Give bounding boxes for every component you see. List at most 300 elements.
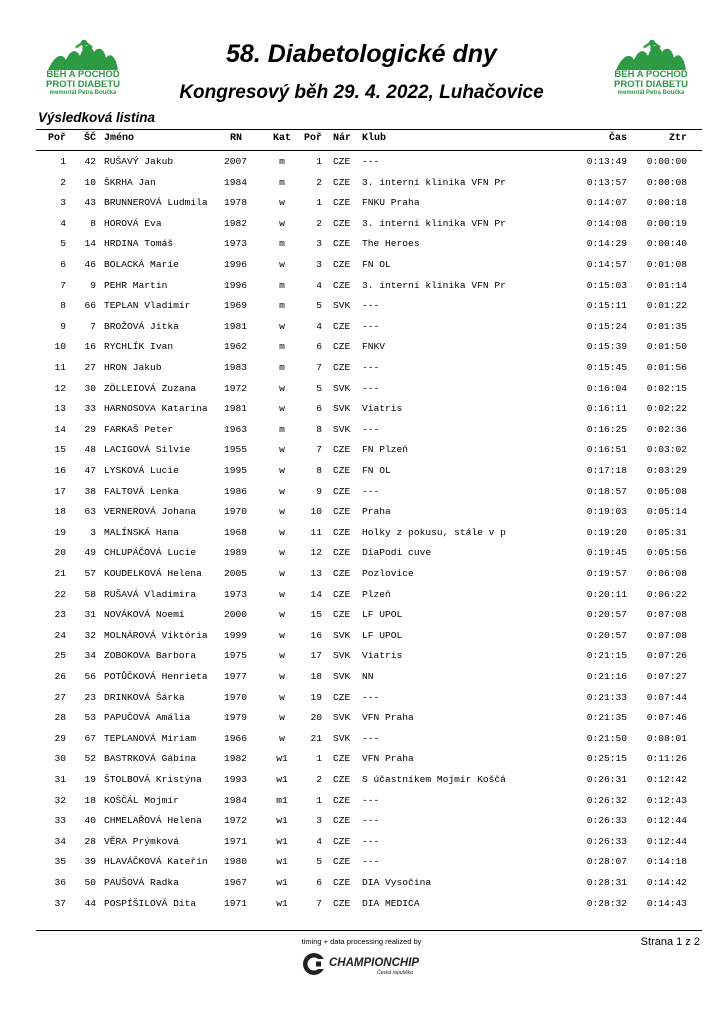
row-position: 3	[60, 197, 66, 209]
row-club: Viatris	[362, 403, 403, 415]
row-category-position: 4	[316, 320, 322, 332]
row-time: 0:13:49	[586, 156, 627, 167]
table-row	[0, 234, 723, 254]
row-bib: 7	[90, 320, 96, 332]
row-birth-year: 1984	[224, 176, 248, 188]
row-nationality: CZE	[333, 609, 351, 621]
row-nationality: CZE	[333, 897, 351, 909]
row-name: CHMELAŘOVÁ Helena	[104, 815, 202, 827]
row-bib: 18	[84, 794, 96, 806]
row-position: 9	[60, 320, 66, 332]
table-row	[0, 317, 723, 337]
row-category-position: 3	[316, 259, 322, 270]
row-category-position: 5	[316, 300, 322, 312]
row-name: MALÍNSKÁ Hana	[104, 526, 179, 538]
row-category: w	[279, 197, 285, 209]
table-row	[0, 605, 723, 625]
col-header-bib: ŠČ	[83, 133, 96, 144]
row-nationality: SVK	[333, 403, 351, 415]
row-club: The Heroes	[362, 238, 420, 250]
row-name: FARKAŠ Peter	[104, 423, 174, 435]
row-name: PEHR Martin	[104, 279, 168, 291]
row-birth-year: 1996	[224, 259, 248, 270]
row-loss: 0:05:14	[646, 506, 687, 518]
row-category: w	[279, 691, 285, 703]
row-category-position: 4	[316, 835, 322, 847]
row-birth-year: 1968	[224, 526, 248, 538]
row-position: 16	[54, 465, 66, 476]
footer-divider	[36, 930, 702, 931]
row-loss: 0:01:08	[646, 259, 687, 270]
row-club: FNKU Praha	[362, 197, 420, 209]
row-time: 0:26:33	[586, 815, 627, 827]
row-category-position: 12	[310, 547, 322, 559]
row-nationality: CZE	[333, 362, 351, 373]
table-row	[0, 873, 723, 893]
row-birth-year: 1981	[224, 403, 248, 415]
row-category-position: 5	[316, 856, 322, 868]
row-birth-year: 1996	[224, 279, 248, 291]
row-birth-year: 1982	[224, 217, 248, 229]
table-row	[0, 894, 723, 914]
row-category: w	[279, 588, 285, 600]
row-name: BRUNNEROVÁ Ludmila	[104, 197, 208, 209]
row-category: w	[279, 568, 285, 579]
row-birth-year: 1963	[224, 423, 248, 435]
row-loss: 0:02:15	[646, 382, 687, 394]
row-club: ---	[362, 485, 380, 497]
row-loss: 0:01:35	[646, 320, 687, 332]
page-number: Strana 1 z 2	[640, 936, 700, 948]
row-name: TEPLANOVÁ Miriam	[104, 732, 197, 744]
row-position: 4	[60, 217, 66, 229]
row-time: 0:21:33	[586, 691, 627, 703]
row-club: FN Plzeň	[362, 444, 409, 456]
row-name: PAUŠOVÁ Radka	[104, 877, 179, 888]
championchip-symbol-icon	[303, 953, 326, 975]
row-nationality: SVK	[333, 732, 351, 744]
row-category-position: 8	[316, 423, 322, 435]
row-bib: 52	[84, 753, 96, 765]
row-loss: 0:06:22	[646, 588, 687, 600]
row-club: Pozlovice	[362, 568, 414, 579]
row-position: 20	[54, 547, 66, 559]
row-birth-year: 1983	[224, 362, 248, 373]
row-position: 10	[54, 341, 66, 353]
row-nationality: CZE	[333, 526, 351, 538]
col-header-birth-year: RN	[230, 133, 243, 144]
row-nationality: CZE	[333, 156, 351, 167]
row-club: ---	[362, 856, 380, 868]
row-position: 31	[54, 774, 66, 785]
row-loss: 0:02:36	[646, 423, 687, 435]
row-category: w	[279, 506, 285, 518]
row-category-position: 10	[310, 506, 322, 518]
row-name: KOUDELKOVÁ Helena	[104, 568, 202, 579]
row-position: 15	[54, 444, 66, 456]
row-position: 18	[54, 506, 66, 518]
row-birth-year: 1973	[224, 588, 248, 600]
row-position: 7	[60, 279, 66, 291]
table-row	[0, 193, 723, 213]
row-birth-year: 1970	[224, 691, 248, 703]
table-row	[0, 214, 723, 234]
col-header-position: Poř	[47, 133, 66, 144]
row-loss: 0:07:08	[646, 609, 687, 621]
row-category-position: 6	[316, 877, 322, 888]
row-category-position: 1	[316, 156, 322, 167]
row-category: m	[279, 341, 285, 353]
table-row	[0, 440, 723, 460]
row-position: 27	[54, 691, 66, 703]
table-row	[0, 749, 723, 769]
row-club: ---	[362, 815, 380, 827]
row-club: FNKV	[362, 341, 386, 353]
row-birth-year: 1978	[224, 197, 248, 209]
row-loss: 0:00:08	[646, 176, 687, 188]
row-category: w	[279, 712, 285, 724]
row-club: ---	[362, 423, 380, 435]
row-club: Praha	[362, 506, 391, 518]
row-position: 13	[54, 403, 66, 415]
row-loss: 0:14:42	[646, 877, 687, 888]
row-nationality: CZE	[333, 856, 351, 868]
row-time: 0:21:35	[586, 712, 627, 724]
row-category-position: 1	[316, 753, 322, 765]
row-birth-year: 1986	[224, 485, 248, 497]
row-birth-year: 2000	[224, 609, 248, 621]
table-row	[0, 770, 723, 790]
col-header-category-position: Poř	[303, 133, 322, 144]
row-position: 1	[60, 156, 66, 167]
row-name: LYSKOVÁ Lucie	[104, 465, 179, 476]
row-name: POTŮČKOVÁ Henrieta	[104, 671, 208, 682]
row-nationality: CZE	[333, 568, 351, 579]
row-loss: 0:07:46	[646, 712, 687, 724]
table-row	[0, 564, 723, 584]
row-name: POSPÍŠILOVÁ Dita	[104, 897, 197, 909]
row-category: w	[279, 485, 285, 497]
row-category-position: 18	[310, 671, 322, 682]
row-category-position: 7	[316, 897, 322, 909]
row-club: Plzeň	[362, 588, 391, 600]
row-loss: 0:00:19	[646, 217, 687, 229]
row-bib: 63	[84, 506, 96, 518]
row-bib: 34	[84, 650, 96, 662]
row-name: ŠKRHA Jan	[104, 176, 156, 188]
row-bib: 50	[84, 877, 96, 888]
row-position: 34	[54, 835, 66, 847]
row-bib: 44	[84, 897, 96, 909]
row-category: w1	[276, 835, 288, 847]
row-position: 23	[54, 609, 66, 621]
row-name: HLAVÁČKOVÁ Kateřin	[104, 856, 208, 868]
row-category: m	[279, 238, 285, 250]
row-name: HARNOSOVA Katarina	[104, 403, 208, 415]
row-nationality: CZE	[333, 217, 351, 229]
championchip-brand-sub: Česká republika	[377, 970, 413, 976]
row-time: 0:13:57	[586, 176, 627, 188]
row-category: w	[279, 547, 285, 559]
row-time: 0:16:04	[586, 382, 627, 394]
row-category: w	[279, 609, 285, 621]
table-row	[0, 791, 723, 811]
row-category: w1	[276, 897, 288, 909]
row-name: TEPLAN Vladimír	[104, 300, 191, 312]
row-loss: 0:07:27	[646, 671, 687, 682]
row-time: 0:14:29	[586, 238, 627, 250]
row-name: ZOBOKOVA Barbora	[104, 650, 197, 662]
row-name: RYCHLÍK Ivan	[104, 341, 174, 353]
row-club: ---	[362, 156, 380, 167]
table-row	[0, 708, 723, 728]
table-row	[0, 379, 723, 399]
timing-credit: timing + data processing realized by	[301, 937, 422, 946]
table-row	[0, 399, 723, 419]
row-birth-year: 1971	[224, 835, 248, 847]
row-birth-year: 1989	[224, 547, 248, 559]
row-loss: 0:12:43	[646, 794, 687, 806]
row-club: Viatris	[362, 650, 403, 662]
row-bib: 32	[84, 629, 96, 641]
row-name: ŠTOLBOVÁ Kristýna	[104, 774, 202, 785]
row-name: RUŠAVÁ Vladimíra	[104, 588, 197, 600]
table-row	[0, 337, 723, 357]
row-time: 0:28:07	[586, 856, 627, 868]
row-position: 14	[54, 423, 66, 435]
header-top-divider	[36, 129, 702, 130]
row-position: 30	[54, 753, 66, 765]
row-birth-year: 1979	[224, 712, 248, 724]
row-loss: 0:01:56	[646, 362, 687, 373]
row-loss: 0:05:31	[646, 526, 687, 538]
row-name: NOVÁKOVÁ Noemi	[104, 609, 185, 621]
table-row	[0, 173, 723, 193]
row-time: 0:28:31	[586, 877, 627, 888]
row-category: m1	[276, 794, 288, 806]
row-nationality: CZE	[333, 238, 351, 250]
row-loss: 0:00:18	[646, 197, 687, 209]
row-name: CHLUPÁČOVÁ Lucie	[104, 547, 197, 559]
row-loss: 0:00:40	[646, 238, 687, 250]
row-club: NN	[362, 671, 374, 682]
row-nationality: CZE	[333, 197, 351, 209]
row-category: w	[279, 217, 285, 229]
row-category: m	[279, 300, 285, 312]
row-loss: 0:12:44	[646, 835, 687, 847]
table-row	[0, 482, 723, 502]
row-birth-year: 1970	[224, 506, 248, 518]
row-loss: 0:06:08	[646, 568, 687, 579]
row-time: 0:14:07	[586, 197, 627, 209]
table-row	[0, 276, 723, 296]
row-loss: 0:14:43	[646, 897, 687, 909]
table-row	[0, 296, 723, 316]
row-time: 0:21:50	[586, 732, 627, 744]
row-category: w	[279, 650, 285, 662]
row-bib: 58	[84, 588, 96, 600]
row-category-position: 21	[310, 732, 322, 744]
row-birth-year: 1955	[224, 444, 248, 456]
row-nationality: CZE	[333, 588, 351, 600]
row-bib: 38	[84, 485, 96, 497]
championchip-logo	[301, 950, 423, 978]
row-club: ---	[362, 835, 380, 847]
logo-line2: PROTI DIABETU	[614, 79, 688, 90]
row-category: w	[279, 444, 285, 456]
row-bib: 29	[84, 423, 96, 435]
row-position: 24	[54, 629, 66, 641]
row-bib: 49	[84, 547, 96, 559]
row-nationality: CZE	[333, 279, 351, 291]
table-row	[0, 420, 723, 440]
logo-line3: memoriál Petra Boučka	[617, 90, 685, 96]
row-time: 0:18:57	[586, 485, 627, 497]
row-position: 26	[54, 671, 66, 682]
table-row	[0, 358, 723, 378]
row-category: w	[279, 465, 285, 476]
row-bib: 40	[84, 815, 96, 827]
table-row	[0, 523, 723, 543]
row-category: w	[279, 732, 285, 744]
table-row	[0, 461, 723, 481]
table-row	[0, 688, 723, 708]
row-name: VĚRA Prýmková	[104, 835, 179, 847]
table-row	[0, 255, 723, 275]
row-loss: 0:01:50	[646, 341, 687, 353]
row-nationality: SVK	[333, 382, 351, 394]
page-title: 58. Diabetologické dny	[226, 40, 497, 68]
row-time: 0:28:32	[586, 897, 627, 909]
row-time: 0:14:08	[586, 217, 627, 229]
col-header-name: Jméno	[104, 133, 135, 144]
row-club: ---	[362, 300, 380, 312]
row-category: m	[279, 423, 285, 435]
row-category-position: 4	[316, 279, 322, 291]
row-nationality: CZE	[333, 341, 351, 353]
row-category: w	[279, 320, 285, 332]
row-category: m	[279, 362, 285, 373]
row-bib: 42	[84, 156, 96, 167]
row-loss: 0:02:22	[646, 403, 687, 415]
row-time: 0:21:15	[586, 650, 627, 662]
col-header-loss: Ztr	[668, 133, 687, 144]
row-club: DIA MEDICA	[362, 897, 420, 909]
row-category-position: 15	[310, 609, 322, 621]
table-row	[0, 832, 723, 852]
row-category: m	[279, 176, 285, 188]
row-time: 0:15:39	[586, 341, 627, 353]
row-birth-year: 1969	[224, 300, 248, 312]
row-nationality: SVK	[333, 629, 351, 641]
row-bib: 9	[90, 279, 96, 291]
row-name: BROŽOVÁ Jitka	[104, 320, 179, 332]
row-category-position: 3	[316, 815, 322, 827]
row-club: ---	[362, 732, 380, 744]
row-position: 2	[60, 176, 66, 188]
col-header-category: Kat	[272, 133, 291, 144]
row-nationality: CZE	[333, 444, 351, 456]
logo-line1: BĚH A POCHOD	[614, 69, 688, 80]
row-birth-year: 1972	[224, 382, 248, 394]
row-category-position: 6	[316, 403, 322, 415]
row-nationality: CZE	[333, 794, 351, 806]
row-category: w	[279, 526, 285, 538]
row-position: 28	[54, 712, 66, 724]
row-birth-year: 1962	[224, 341, 248, 353]
row-loss: 0:07:44	[646, 691, 687, 703]
row-category: w1	[276, 877, 288, 888]
row-category: w1	[276, 856, 288, 868]
table-row	[0, 152, 723, 172]
row-bib: 14	[84, 238, 96, 250]
row-loss: 0:01:22	[646, 300, 687, 312]
row-birth-year: 1981	[224, 320, 248, 332]
row-category: w1	[276, 815, 288, 827]
row-bib: 31	[84, 609, 96, 621]
row-nationality: CZE	[333, 815, 351, 827]
row-name: HRON Jakub	[104, 362, 162, 373]
row-category-position: 13	[310, 568, 322, 579]
row-bib: 47	[84, 465, 96, 476]
row-birth-year: 1980	[224, 856, 248, 868]
table-row	[0, 646, 723, 666]
row-nationality: CZE	[333, 835, 351, 847]
row-category: w	[279, 382, 285, 394]
row-birth-year: 1982	[224, 753, 248, 765]
row-nationality: CZE	[333, 320, 351, 332]
row-time: 0:20:57	[586, 629, 627, 641]
row-name: LACIGOVÁ Silvie	[104, 444, 191, 456]
row-bib: 67	[84, 732, 96, 744]
row-club: 3. interní klinika VFN Pr	[362, 176, 506, 188]
row-club: LF UPOL	[362, 609, 403, 621]
row-club: VFN Praha	[362, 712, 414, 724]
row-name: FALTOVÁ Lenka	[104, 485, 179, 497]
row-bib: 16	[84, 341, 96, 353]
results-table-header	[0, 133, 723, 149]
row-time: 0:19:45	[586, 547, 627, 559]
row-category-position: 6	[316, 341, 322, 353]
row-name: BASTRKOVÁ Gábina	[104, 753, 197, 765]
row-position: 12	[54, 382, 66, 394]
row-bib: 3	[90, 526, 96, 538]
row-nationality: CZE	[333, 485, 351, 497]
row-bib: 27	[84, 362, 96, 373]
row-category: m	[279, 279, 285, 291]
row-loss: 0:03:29	[646, 465, 687, 476]
row-position: 29	[54, 732, 66, 744]
row-birth-year: 1973	[224, 238, 248, 250]
row-club: ---	[362, 691, 380, 703]
row-nationality: SVK	[333, 650, 351, 662]
row-time: 0:14:57	[586, 259, 627, 270]
row-time: 0:19:03	[586, 506, 627, 518]
row-birth-year: 1975	[224, 650, 248, 662]
row-club: 3. interní klinika VFN Pr	[362, 279, 506, 291]
row-category: w	[279, 629, 285, 641]
row-position: 19	[54, 526, 66, 538]
row-category: w	[279, 671, 285, 682]
row-time: 0:20:57	[586, 609, 627, 621]
row-club: ---	[362, 320, 380, 332]
row-category: w	[279, 259, 285, 270]
row-category-position: 11	[310, 526, 322, 538]
table-row	[0, 852, 723, 872]
row-position: 25	[54, 650, 66, 662]
row-time: 0:16:25	[586, 423, 627, 435]
row-nationality: CZE	[333, 547, 351, 559]
